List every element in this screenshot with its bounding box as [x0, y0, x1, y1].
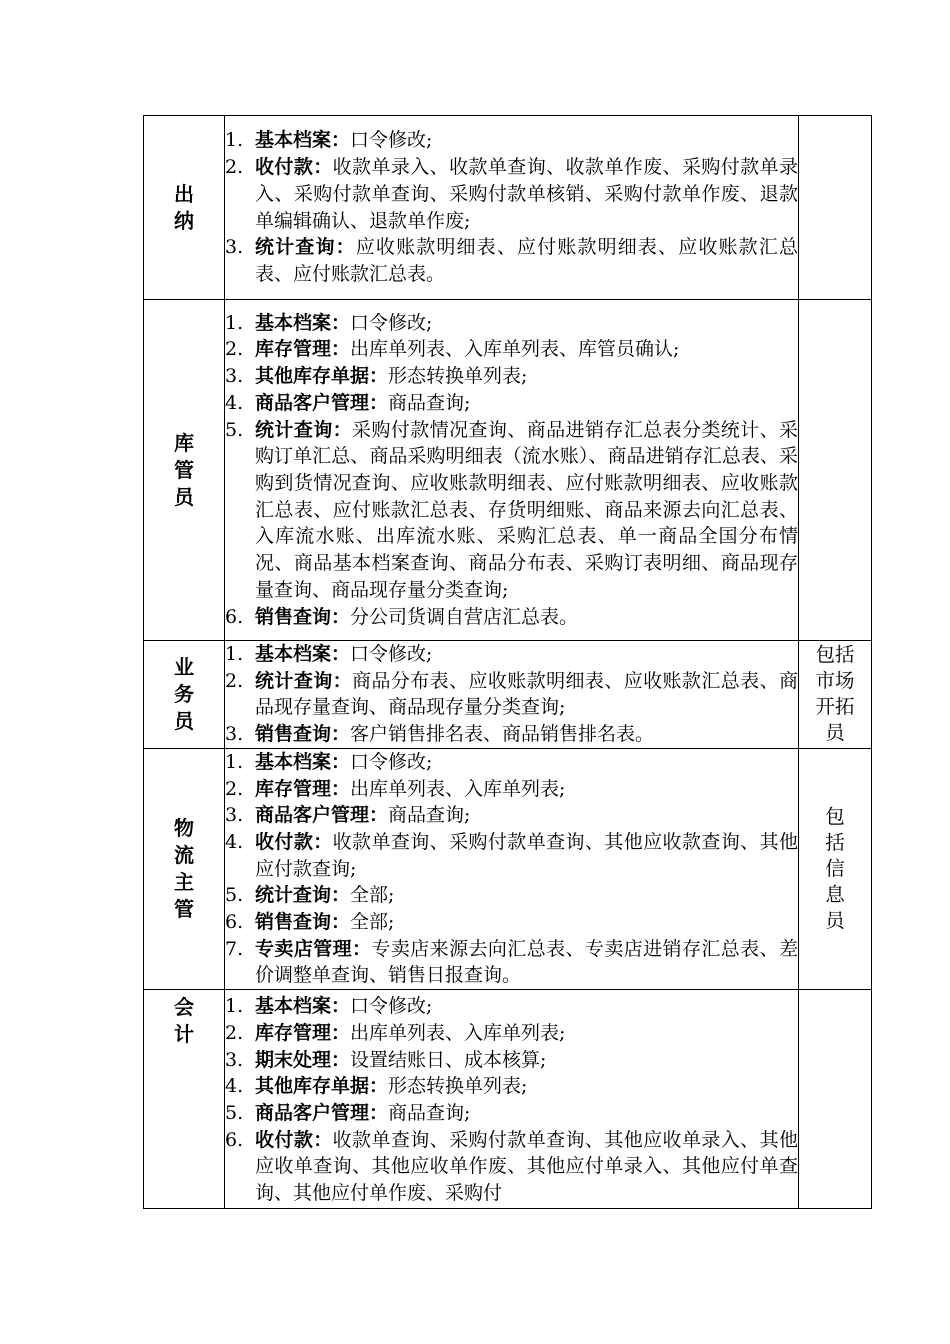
list-item: 5. 商品客户管理：商品查询; — [225, 1101, 471, 1124]
list-item: 2. 收付款：收款单录入、收款单查询、收款单作废、采购付款单录入、采购付款单查询、采购付款单核销、采购付款单作废、退款单编辑确认、退款单作废; — [225, 156, 798, 232]
list-item: 3. 商品客户管理：商品查询; — [225, 804, 471, 827]
role-cell: 会计 — [144, 990, 225, 1209]
item-label: 销售查询： — [255, 605, 351, 628]
item-label: 基本档案： — [255, 750, 351, 773]
item-text: 口令修改; — [350, 995, 433, 1018]
permissions-cell — [225, 641, 799, 749]
item-label: 销售查询： — [255, 723, 351, 746]
item-text: 设置结账日、成本核算; — [350, 1048, 547, 1071]
list-item: 3. 统计查询：应收账款明细表、应付账款明细表、应收账款汇总表、应付账款汇总表。 — [225, 236, 798, 285]
item-label: 收付款： — [255, 1128, 333, 1151]
list-item: 1. 基本档案：口令修改; — [225, 643, 433, 665]
item-label: 库存管理： — [255, 338, 351, 361]
permissions-cell — [225, 116, 799, 300]
note-cell — [799, 116, 872, 300]
permission-list — [225, 310, 798, 630]
list-item: 2. 统计查询：商品分布表、应收账款明细表、应收账款汇总表、商品现存量查询、商品现存量分类查询; — [225, 669, 798, 719]
item-text: 收款单查询、采购付款单查询、其他应收单录入、其他应收单查询、其他应收单作废、其他应付单录入、其他应付单查询、其他应付单作废、采购付 — [255, 1128, 798, 1205]
item-text: 出库单列表、入库单列表; — [350, 1021, 566, 1044]
item-label: 基本档案： — [255, 311, 351, 334]
item-text: 口令修改; — [350, 750, 433, 773]
item-label: 基本档案： — [255, 643, 351, 665]
list-item: 5. 统计查询：全部; — [225, 884, 395, 907]
list-item: 6. 收付款：收款单查询、采购付款单查询、其他应收单录入、其他应收单查询、其他应收单作废、其他应付单录入、其他应付单查询、其他应付单作废、采购付 — [225, 1128, 798, 1205]
list-item: 2. 库存管理：出库单列表、入库单列表; — [225, 777, 566, 800]
note-cell — [799, 300, 872, 641]
item-label: 统计查询： — [255, 418, 353, 441]
list-item: 4. 收付款：收款单查询、采购付款单查询、其他应收款查询、其他应付款查询; — [225, 830, 798, 880]
item-text: 分公司货调自营店汇总表。 — [350, 605, 579, 628]
list-item: 3. 销售查询：客户销售排名表、商品销售排名表。 — [225, 723, 655, 746]
list-item: 4. 其他库存单据：形态转换单列表; — [225, 1075, 528, 1098]
item-label: 商品客户管理： — [255, 804, 389, 827]
table-row — [144, 748, 872, 989]
item-label: 库存管理： — [255, 1021, 351, 1044]
item-text: 收款单录入、收款单查询、收款单作废、采购付款单录入、采购付款单查询、采购付款单核销、采购付款单作废、退款单编辑确认、退款单作废; — [255, 156, 798, 232]
item-text: 形态转换单列表; — [388, 365, 528, 388]
list-item: 3. 期末处理：设置结账日、成本核算; — [225, 1048, 547, 1071]
permission-list — [225, 641, 798, 748]
item-label: 统计查询： — [255, 884, 351, 907]
role-cell: 物流主管 — [144, 748, 225, 989]
list-item: 3. 其他库存单据：形态转换单列表; — [225, 365, 528, 388]
item-text: 专卖店来源去向汇总表、专卖店进销存汇总表、差价调整单查询、销售日报查询。 — [255, 937, 798, 987]
permission-list — [225, 749, 798, 989]
permission-list — [225, 127, 798, 287]
item-label: 库存管理： — [255, 777, 351, 800]
item-text: 采购付款情况查询、商品进销存汇总表分类统计、采购订单汇总、商品采购明细表（流水账）、商品进销存汇总表、采购到货情况查询、应收账款明细表、应付账款明细表、应收账款汇总表、应付账款汇总表、存货明细账、商品来源去向汇总表、入库流水账、出库流水账、采购汇总表、单一商品全国分布情况、商品基本档案查询、商品分布表、采购订表明细、商品现存量查询、商品现存量分类查询; — [255, 418, 798, 601]
item-label: 期末处理： — [255, 1048, 351, 1071]
item-label: 基本档案： — [255, 995, 351, 1018]
item-text: 口令修改; — [350, 129, 433, 152]
list-item: 1. 基本档案：口令修改; — [225, 311, 433, 334]
permissions-cell — [225, 990, 799, 1209]
list-item: 6. 销售查询：分公司货调自营店汇总表。 — [225, 605, 579, 628]
item-label: 专卖店管理： — [255, 937, 372, 960]
item-label: 商品客户管理： — [255, 1101, 389, 1124]
item-label: 商品客户管理： — [255, 391, 389, 414]
table-row — [144, 300, 872, 641]
list-item: 6. 销售查询：全部; — [225, 911, 395, 934]
list-item: 7. 专卖店管理：专卖店来源去向汇总表、专卖店进销存汇总表、差价调整单查询、销售日报查询。 — [225, 937, 798, 987]
note-cell: 包括信息员 — [799, 748, 872, 989]
list-item: 4. 商品客户管理：商品查询; — [225, 391, 471, 414]
role-cell: 出纳 — [144, 116, 225, 300]
item-text: 应收账款明细表、应付账款明细表、应收账款汇总表、应付账款汇总表。 — [255, 236, 798, 285]
table-row — [144, 990, 872, 1209]
permissions-cell — [225, 748, 799, 989]
table-row — [144, 641, 872, 749]
item-label: 基本档案： — [255, 129, 351, 152]
item-text: 商品查询; — [388, 391, 471, 414]
list-item: 2. 库存管理：出库单列表、入库单列表; — [225, 1021, 566, 1044]
note-cell: 包括市场开拓员 — [799, 641, 872, 749]
permissions-cell — [225, 300, 799, 641]
item-text: 客户销售排名表、商品销售排名表。 — [350, 723, 655, 746]
list-item: 1. 基本档案：口令修改; — [225, 995, 433, 1018]
item-text: 商品查询; — [388, 1101, 471, 1124]
list-item: 2. 库存管理：出库单列表、入库单列表、库管员确认; — [225, 338, 680, 361]
item-text: 形态转换单列表; — [388, 1075, 528, 1098]
role-cell: 库管员 — [144, 300, 225, 641]
note-cell — [799, 990, 872, 1209]
item-label: 收付款： — [255, 830, 333, 853]
list-item: 1. 基本档案：口令修改; — [225, 129, 433, 152]
item-label: 统计查询： — [255, 236, 356, 259]
item-text: 口令修改; — [350, 311, 433, 334]
item-text: 出库单列表、入库单列表、库管员确认; — [350, 338, 680, 361]
table-row — [144, 116, 872, 300]
item-text: 口令修改; — [350, 643, 433, 665]
item-text: 商品查询; — [388, 804, 471, 827]
item-label: 统计查询： — [255, 669, 353, 692]
item-text: 全部; — [350, 884, 395, 907]
item-label: 收付款： — [255, 156, 333, 179]
permission-list — [225, 993, 798, 1205]
item-label: 销售查询： — [255, 911, 351, 934]
role-permission-table — [143, 115, 872, 1209]
item-text: 商品分布表、应收账款明细表、应收账款汇总表、商品现存量查询、商品现存量分类查询; — [255, 669, 798, 719]
item-label: 其他库存单据： — [255, 1075, 389, 1098]
item-text: 全部; — [350, 911, 395, 934]
list-item: 1. 基本档案：口令修改; — [225, 750, 433, 773]
list-item: 5. 统计查询：采购付款情况查询、商品进销存汇总表分类统计、采购订单汇总、商品采购明细表（流水账）、商品进销存汇总表、采购到货情况查询、应收账款明细表、应付账款明细表、应收账款汇总表、应付账款汇总表、存货明细账、商品来源去向汇总表、入库流水账、出库流水账、采购汇总表、单一商品全国分布情况、商品基本档案查询、商品分布表、采购订表明细、商品现存量查询、商品现存量分类查询; — [225, 418, 798, 601]
item-text: 出库单列表、入库单列表; — [350, 777, 566, 800]
role-cell: 业务员 — [144, 641, 225, 749]
item-label: 其他库存单据： — [255, 365, 389, 388]
item-text: 收款单查询、采购付款单查询、其他应收款查询、其他应付款查询; — [255, 830, 798, 880]
